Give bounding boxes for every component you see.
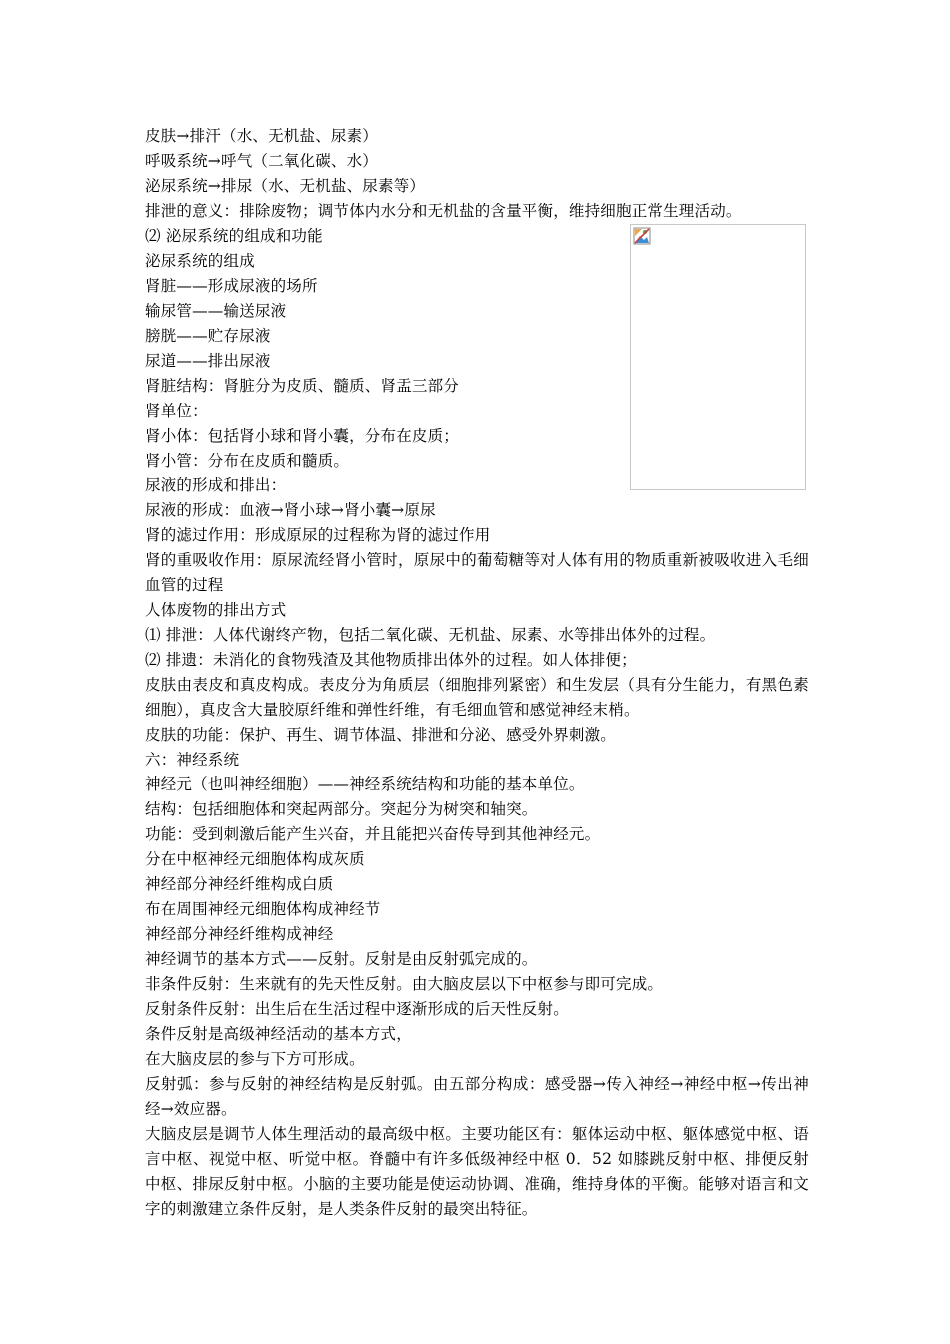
text-line: 泌尿系统→排尿（水、无机盐、尿素等） (145, 177, 426, 195)
image-placeholder (630, 224, 806, 490)
text-line: 神经部分神经纤维构成神经 (145, 925, 334, 943)
text-paragraph: 大脑皮层是调节人体生理活动的最高级中枢。主要功能区有：躯体运动中枢、躯体感觉中枢、语言中枢、视觉中枢、听觉中枢。脊髓中有许多低级神经中枢 0．52 如膝跳反射中枢、排便反射中枢、排尿反射中枢。小脑的主要功能是使运动协调、准确，维持身体的平衡。能够对语言和文字的刺激建立条件反射，是人类条件反射的最突出特征。 (145, 1125, 809, 1218)
text-line: 泌尿系统的组成 (145, 252, 255, 270)
text-line: 尿道——排出尿液 (145, 352, 271, 370)
text-line: 尿液的形成：血液→肾小球→肾小囊→原尿 (145, 501, 436, 519)
text-line: 尿液的形成和排出： (145, 476, 287, 494)
text-line: 皮肤→排汗（水、无机盐、尿素） (145, 127, 378, 145)
text-line: 在大脑皮层的参与下方可形成。 (145, 1050, 365, 1068)
text-line: 输尿管——输送尿液 (145, 302, 287, 320)
text-line: 肾的滤过作用：形成原尿的过程称为肾的滤过作用 (145, 526, 491, 544)
text-line: 肾小管：分布在皮质和髓质。 (145, 452, 350, 470)
text-line: 条件反射是高级神经活动的基本方式， (145, 1025, 412, 1043)
text-paragraph: 肾的重吸收作用：原尿流经肾小管时，原尿中的葡萄糖等对人体有用的物质重新被吸收进入毛细血管的过程 (145, 551, 809, 594)
text-line: 神经部分神经纤维构成白质 (145, 875, 334, 893)
text-line: 肾脏——形成尿液的场所 (145, 277, 318, 295)
text-line: 神经调节的基本方式——反射。反射是由反射弧完成的。 (145, 950, 538, 968)
text-line: 功能：受到刺激后能产生兴奋，并且能把兴奋传导到其他神经元。 (145, 825, 601, 843)
text-line: ⑵ 排遗：未消化的食物残渣及其他物质排出体外的过程。如人体排便； (145, 651, 637, 669)
text-line: ⑴ 排泄：人体代谢终产物，包括二氧化碳、无机盐、尿素、水等排出体外的过程。 (145, 626, 716, 644)
text-line: 非条件反射：生来就有的先天性反射。由大脑皮层以下中枢参与即可完成。 (145, 975, 664, 993)
text-line: 结构：包括细胞体和突起两部分。突起分为树突和轴突。 (145, 800, 538, 818)
text-line: 呼吸系统→呼气（二氧化碳、水） (145, 152, 378, 170)
section-heading: 六：神经系统 (145, 751, 240, 769)
text-line: 反射条件反射：出生后在生活过程中逐渐形成的后天性反射。 (145, 1000, 569, 1018)
text-line: 肾脏结构：肾脏分为皮质、髓质、肾盂三部分 (145, 377, 460, 395)
text-line: 分在中枢神经元细胞体构成灰质 (145, 850, 365, 868)
text-line: 膀胱——贮存尿液 (145, 327, 271, 345)
text-line: 皮肤的功能：保护、再生、调节体温、排泄和分泌、感受外界刺激。 (145, 726, 617, 744)
text-line: 肾小体：包括肾小球和肾小囊，分布在皮质； (145, 427, 460, 445)
text-paragraph: 皮肤由表皮和真皮构成。表皮分为角质层（细胞排列紧密）和生发层（具有分生能力，有黑色素细胞），真皮含大量胶原纤维和弹性纤维，有毛细血管和感觉神经末梢。 (145, 676, 809, 719)
section-heading: ⑵ 泌尿系统的组成和功能 (145, 227, 323, 245)
broken-image-icon (633, 227, 651, 245)
text-line: 肾单位： (145, 402, 208, 420)
text-line: 布在周围神经元细胞体构成神经节 (145, 900, 381, 918)
text-paragraph: 反射弧：参与反射的神经结构是反射弧。由五部分构成：感受器→传入神经→神经中枢→传出神经→效应器。 (145, 1075, 809, 1118)
text-line: 神经元（也叫神经细胞）——神经系统结构和功能的基本单位。 (145, 775, 585, 793)
text-line: 人体废物的排出方式 (145, 601, 287, 619)
text-line: 排泄的意义：排除废物；调节体内水分和无机盐的含量平衡，维持细胞正常生理活动。 (145, 202, 742, 220)
